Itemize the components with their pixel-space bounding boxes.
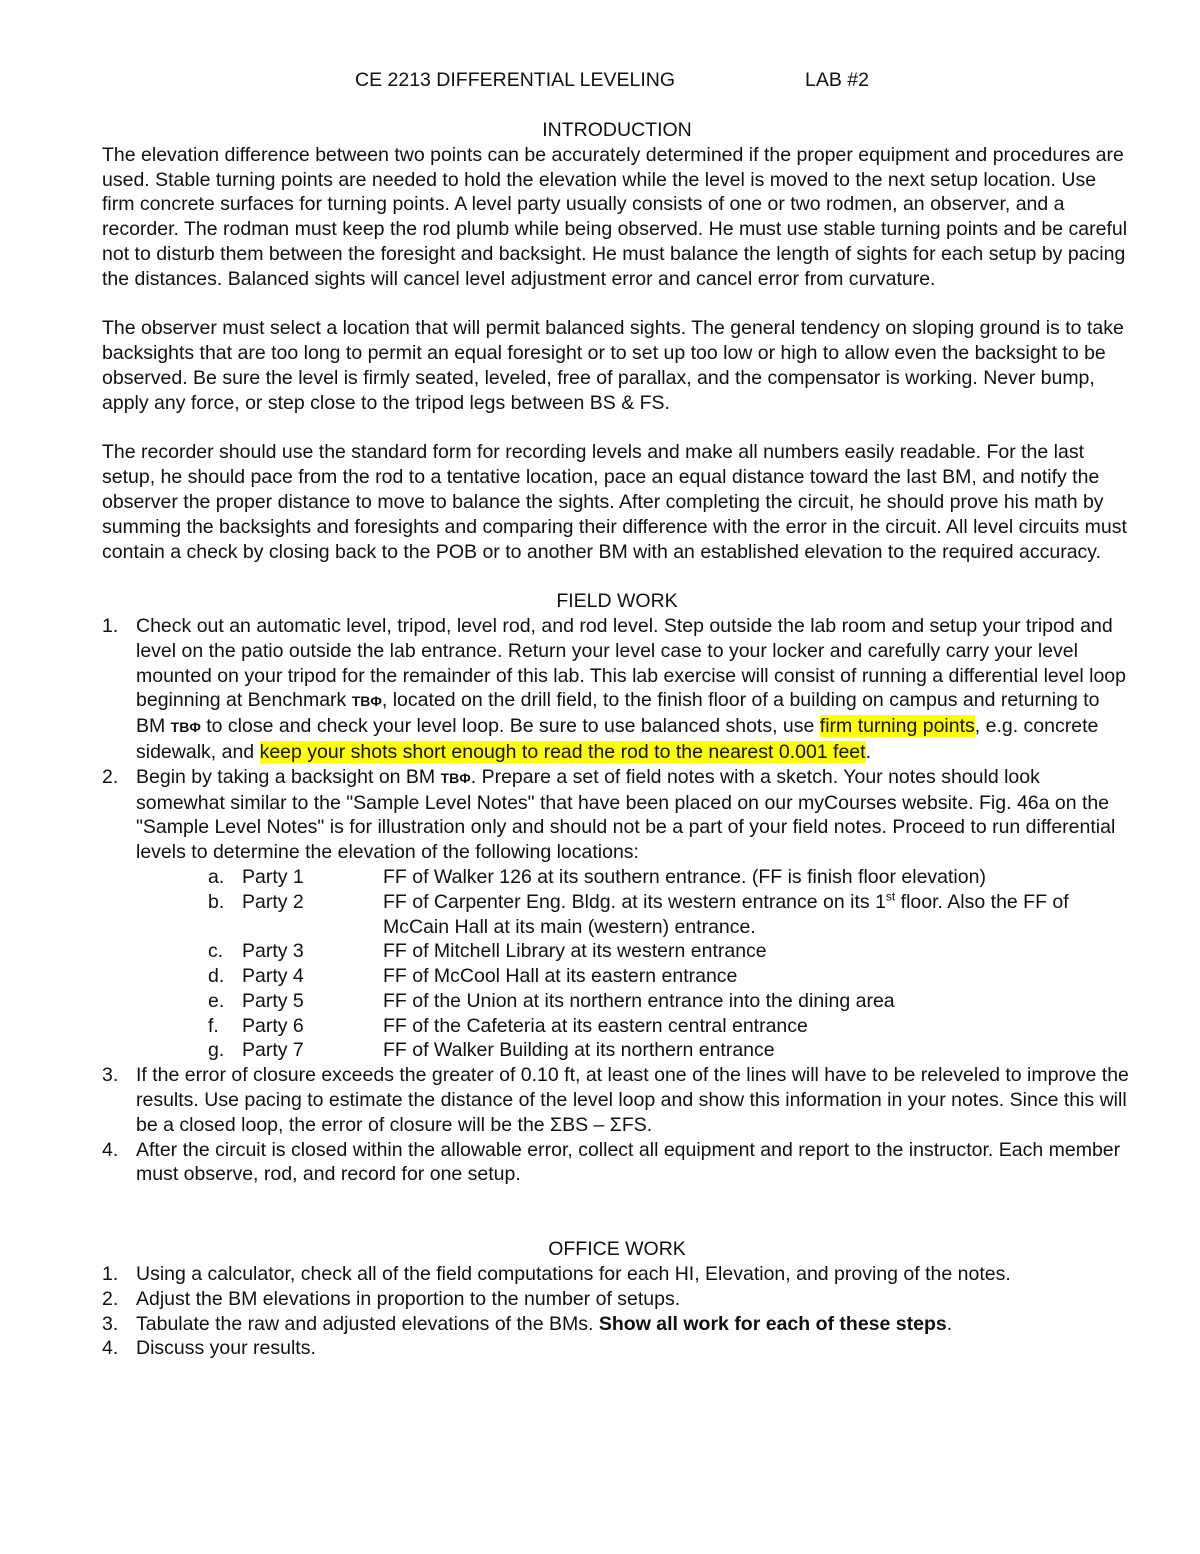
list-number: 3. (102, 1064, 119, 1087)
highlight-short-shots: keep your shots short enough to read the rod to the nearest 0.001 feet (259, 740, 866, 763)
list-number: 1. (102, 614, 119, 637)
office-work-heading: OFFICE WORK (548, 1238, 686, 1261)
document-page (102, 68, 1132, 1361)
office-work-item: 4. Discuss your results. (102, 1337, 316, 1360)
benchmark-symbol: TBΦ (351, 693, 382, 710)
course-title: CE 2213 DIFFERENTIAL LEVELING (355, 69, 676, 91)
bold-emphasis: Show all work for each of these steps (598, 1312, 947, 1335)
list-number: 2. (102, 765, 119, 788)
benchmark-symbol: TBΦ (440, 769, 471, 786)
party-item: e. Party 5 FF of the Union at its northern entrance into the dining area (208, 989, 895, 1012)
office-work-item: 1. Using a calculator, check all of the field computations for each HI, Elevation, and proving of the notes. (102, 1263, 1011, 1286)
party-item: a. Party 1 FF of Walker 126 at its southern entrance. (FF is finish floor elevation) (208, 865, 986, 888)
document-title (102, 68, 1132, 94)
party-item: c. Party 3 FF of Mitchell Library at its western entrance (208, 940, 767, 963)
office-work-item: 2. Adjust the BM elevations in proportion to the number of setups. (102, 1287, 681, 1310)
office-work-item: 3. Tabulate the raw and adjusted elevations of the BMs. Show all work for each of these steps. (102, 1312, 953, 1335)
party-list (136, 865, 1132, 1063)
field-work-item-2: 2. Begin by taking a backsight on BM TBΦ. Prepare a set of field notes with a sketch. Your notes should look somewhat similar to the "Sample Level Notes" that have been placed on our myCourses website. Fig. 46a on the "Sample Level Notes" is for illustration only and should not be a part of your field notes. Proceed to run differential levels to determine the elevation of the following locations: a. Party 1 FF of Walker 126 at its southern entrance. (FF is finish floor elevation) b. Party 2 FF of Carpenter Eng. Bldg. at its western entrance on its 1st floor. Also the FF of McCain Hall at its main (western) entrance. c. Party 3 FF of Mitchell Library at its western entrance d. Party 4 FF of McCool Hall at its eastern entrance e. Party 5 FF of the Union at its northern entrance into the dining area f. Party 6 FF of the Cafeteria at its eastern central entrance g. Party 7 FF of Walker Building at its northern entrance (102, 765, 1132, 1064)
lab-number: LAB #2 (805, 69, 869, 91)
field-work-item-3: 3. If the error of closure exceeds the greater of 0.10 ft, at least one of the lines will have to be releveled to improve the results. Use pacing to estimate the distance of the level loop and show this information in your notes. Since this will be a closed loop, the error of closure will be the ΣBS – ΣFS. (102, 1064, 1129, 1136)
field-work-item-4: 4. After the circuit is closed within the allowable error, collect all equipment and report to the instructor. Each member must observe, rod, and record for one setup. (102, 1138, 1121, 1186)
list-number: 4. (102, 1138, 119, 1161)
field-work-list (102, 614, 1132, 1187)
field-work-section (102, 589, 1132, 1187)
office-work-list (102, 1262, 1132, 1361)
party-item: f. Party 6 FF of the Cafeteria at its eastern central entrance (208, 1014, 808, 1037)
party-item: d. Party 4 FF of McCool Hall at its eastern entrance (208, 965, 738, 988)
party-item: b. Party 2 FF of Carpenter Eng. Bldg. at its western entrance on its 1st floor. Also the FF of McCain Hall at its main (western) entrance. (208, 889, 1069, 938)
introduction-paragraph-1: The elevation difference between two points can be accurately determined if the proper equipment and procedures are used. Stable turning points are needed to hold the elevation while the level is moved to the next setup location. Use firm concrete surfaces for turning points. A level party usually consists of one or two rodmen, an observer, and a recorder. The rodman must keep the rod plumb while being observed. He must use stable turning points and be careful not to disturb them between the foresight and backsight. He must balance the length of sights for each setup by pacing the distances. Balanced sights will cancel level adjustment error and cancel error from curvature. (102, 143, 1128, 290)
introduction-section (102, 118, 1132, 564)
benchmark-symbol: TBΦ (170, 719, 201, 736)
field-work-heading: FIELD WORK (556, 590, 678, 613)
party-item: g. Party 7 FF of Walker Building at its northern entrance (208, 1039, 775, 1062)
highlight-firm-turning-points: firm turning points (819, 715, 975, 738)
introduction-paragraph-2: The observer must select a location that will permit balanced sights. The general tendency on sloping ground is to take backsights that are too long to permit an equal foresight or to set up too low or high to allow even the backsight to be observed. Be sure the level is firmly seated, leveled, free of parallax, and the compensator is working. Never bump, apply any force, or step close to the tripod legs between BS & FS. (102, 317, 1124, 414)
office-work-section (102, 1237, 1132, 1361)
introduction-paragraph-3: The recorder should use the standard form for recording levels and make all numbers easily readable. For the last setup, he should pace from the rod to a tentative location, pace an equal distance toward the last BM, and notify the observer the proper distance to move to balance the sights. After completing the circuit, he should prove his math by summing the backsights and foresights and comparing their difference with the error in the circuit. All level circuits must contain a check by closing back to the POB or to another BM with an established elevation to the required accuracy. (102, 441, 1127, 563)
introduction-heading: INTRODUCTION (542, 119, 692, 141)
field-work-item-1: 1. Check out an automatic level, tripod, level rod, and rod level. Step outside the lab room and setup your tripod and level on the patio outside the lab entrance. Return your level case to your locker and carefully carry your level mounted on your tripod for the remainder of this lab. This lab exercise will consist of running a differential level loop beginning at Benchmark TBΦ, located on the drill field, to the finish floor of a building on campus and returning to BM TBΦ to close and check your level loop. Be sure to use balanced shots, use firm turning points, e.g. concrete sidewalk, and keep your shots short enough to read the rod to the nearest 0.001 feet. (102, 614, 1126, 763)
